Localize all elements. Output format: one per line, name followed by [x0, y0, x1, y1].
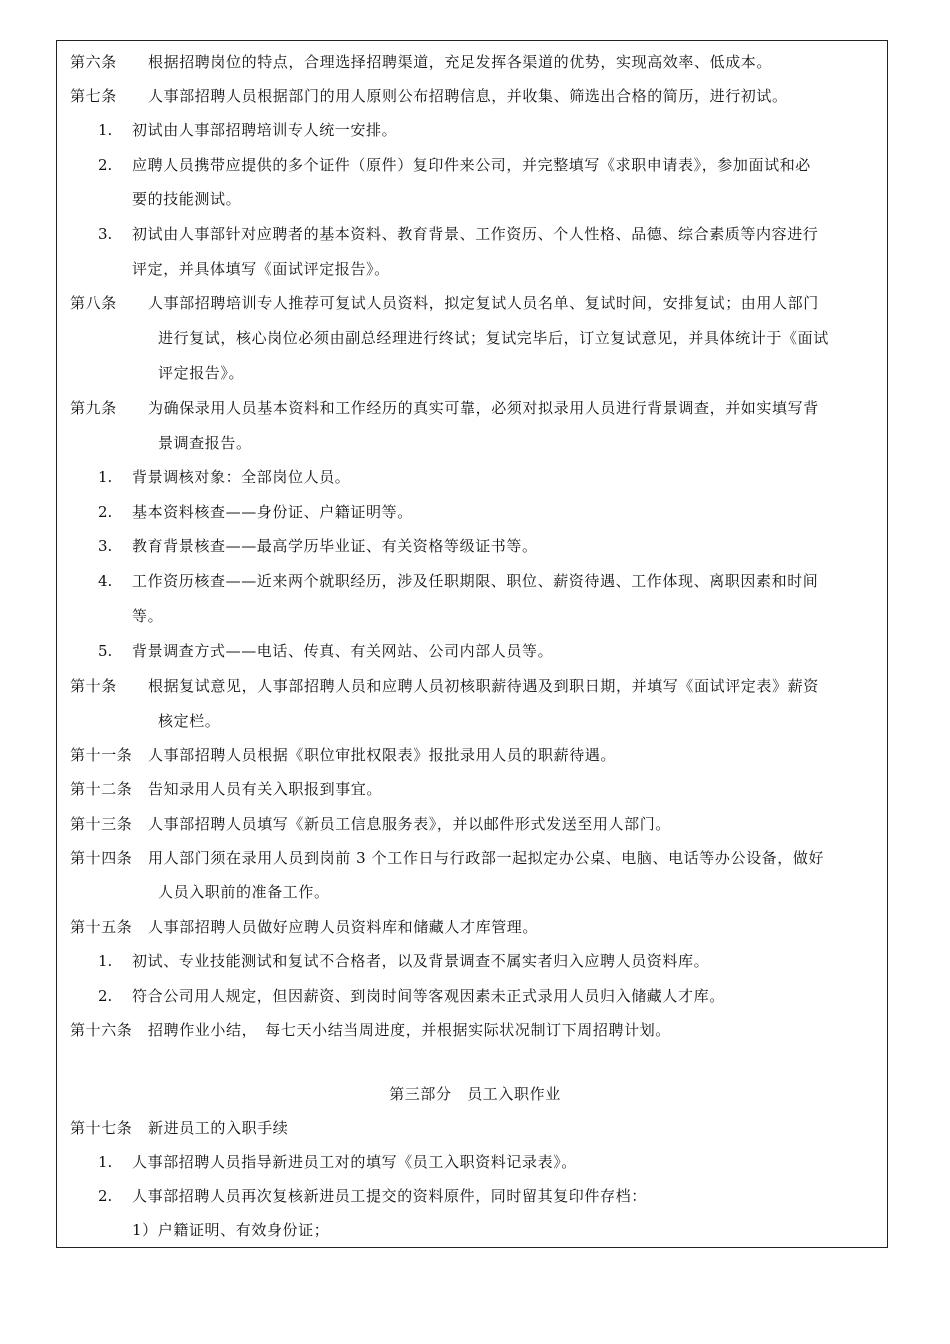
article-11: 第十一条 人事部招聘人员根据《职位审批权限表》报批录用人员的职薪待遇。 [70, 746, 617, 764]
list-item: 人事部招聘人员指导新进员工对的填写《员工入职资料记录表》。 [132, 1153, 577, 1171]
list-number: 3. [98, 537, 113, 555]
article-12: 第十二条 告知录用人员有关入职报到事宜。 [70, 780, 383, 798]
list-item: 背景调查方式——电话、传真、有关网站、公司内部人员等。 [132, 642, 554, 660]
article-8-continued: 评定报告》。 [158, 364, 245, 382]
list-item: 初试由人事部针对应聘者的基本资料、教育背景、工作资历、个人性格、品德、综合素质等内容进行 [132, 225, 819, 243]
list-item-continued: 要的技能测试。 [132, 190, 242, 208]
list-item: 初试由人事部招聘培训专人统一安排。 [132, 121, 398, 139]
sub-list-item: 1）户籍证明、有效身份证； [132, 1221, 330, 1239]
list-number: 2. [98, 987, 113, 1005]
list-number: 2. [98, 156, 113, 174]
article-10-continued: 核定栏。 [158, 712, 221, 730]
list-number: 4. [98, 572, 113, 590]
article-16: 第十六条 招聘作业小结， 每七天小结当周进度，并根据实际状况制订下周招聘计划。 [70, 1021, 671, 1039]
article-15: 第十五条 人事部招聘人员做好应聘人员资料库和储藏人才库管理。 [70, 918, 539, 936]
list-item: 人事部招聘人员再次复核新进员工提交的资料原件，同时留其复印件存档： [132, 1187, 647, 1205]
list-item: 应聘人员携带应提供的多个证件（原件）复印件来公司，并完整填写《求职申请表》，参加面试和必 [132, 156, 811, 174]
article-9-continued: 景调查报告。 [158, 434, 252, 452]
list-item: 教育背景核查——最高学历毕业证、有关资格等级证书等。 [132, 537, 538, 555]
list-item: 背景调核对象：全部岗位人员。 [132, 468, 351, 486]
list-number: 2. [98, 1187, 113, 1205]
article-7: 第七条 人事部招聘人员根据部门的用人原则公布招聘信息，并收集、筛选出合格的简历，进行初试。 [70, 87, 788, 105]
article-8-continued: 进行复试，核心岗位必须由副总经理进行终试；复试完毕后，订立复试意见，并具体统计于《面试 [158, 329, 829, 347]
list-item-continued: 评定，并具体填写《面试评定报告》。 [132, 260, 390, 278]
list-item: 基本资料核查——身份证、户籍证明等。 [132, 503, 413, 521]
list-item: 初试、专业技能测试和复试不合格者，以及背景调查不属实者归入应聘人员资料库。 [132, 952, 710, 970]
list-item: 工作资历核查——近来两个就职经历，涉及任职期限、职位、薪资待遇、工作体现、离职因素和时间 [132, 572, 819, 590]
list-number: 1. [98, 468, 113, 486]
list-number: 3. [98, 225, 113, 243]
article-17: 第十七条 新进员工的入职手续 [70, 1119, 289, 1137]
list-number: 5. [98, 642, 113, 660]
list-item-continued: 等。 [132, 607, 164, 625]
article-10: 第十条 根据复试意见，人事部招聘人员和应聘人员初核职薪待遇及到职日期，并填写《面试评定表》薪资 [70, 677, 819, 695]
article-9: 第九条 为确保录用人员基本资料和工作经历的真实可靠，必须对拟录用人员进行背景调查，并如实填写背 [70, 399, 819, 417]
section-heading: 第三部分 员工入职作业 [389, 1085, 561, 1103]
list-number: 2. [98, 503, 113, 521]
article-13: 第十三条 人事部招聘人员填写《新员工信息服务表》，并以邮件形式发送至用人部门。 [70, 815, 671, 833]
article-6: 第六条 根据招聘岗位的特点，合理选择招聘渠道，充足发挥各渠道的优势，实现高效率、低成本。 [70, 53, 773, 71]
article-14-continued: 人员入职前的准备工作。 [158, 883, 330, 901]
list-number: 1. [98, 1153, 113, 1171]
list-number: 1. [98, 121, 113, 139]
article-8: 第八条 人事部招聘培训专人推荐可复试人员资料，拟定复试人员名单、复试时间，安排复试；由用人部门 [70, 294, 819, 312]
list-number: 1. [98, 952, 113, 970]
list-item: 符合公司用人规定，但因薪资、到岗时间等客观因素未正式录用人员归入储藏人才库。 [132, 987, 725, 1005]
article-14: 第十四条 用人部门须在录用人员到岗前 3 个工作日与行政部一起拟定办公桌、电脑、电话等办公设备，做好 [70, 849, 825, 867]
